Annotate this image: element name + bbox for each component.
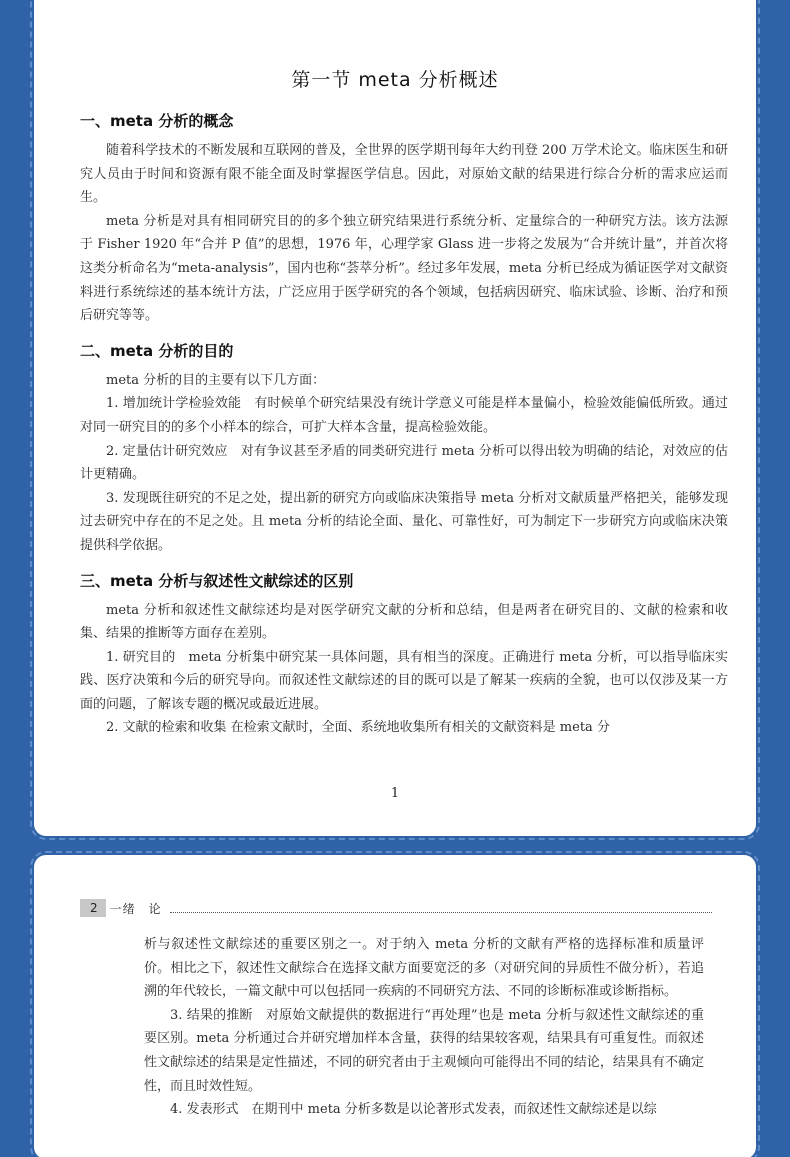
- header-chapter: 一绪 论: [109, 901, 162, 916]
- paragraph: 2. 文献的检索和收集 在检索文献时，全面、系统地收集所有相关的文献资料是 meta 分: [106, 720, 610, 736]
- page-two-body: [144, 933, 704, 1122]
- header-page-number: 2: [80, 899, 106, 917]
- page-one-body: [80, 110, 728, 740]
- heading-difference: 三、meta 分析与叙述性文献综述的区别: [80, 571, 354, 590]
- heading-purpose: 二、meta 分析的目的: [80, 341, 234, 360]
- paragraph: 3. 结果的推断 对原始文献提供的数据进行“再处理”也是 meta 分析与叙述性文献综述的重要区别。meta 分析通过合并研究增加样本含量，获得的结果较客观，结果具有可重复性。而叙述性文献综述的结果是定性描述，不同的研究者由于主观倾向可能得出不同的结论，结果具有不确定性，而且时效性短。: [144, 1007, 704, 1094]
- section-concept: [80, 110, 728, 328]
- paragraph: 3. 发现既往研究的不足之处，提出新的研究方向或临床决策指导 meta 分析对文献质量严格把关，能够发现过去研究中存在的不足之处。且 meta 分析的结论全面、量化、可靠性好，可为制定下一步研究方向或临床决策提供科学依据。: [80, 490, 728, 553]
- page-number: 1: [390, 786, 400, 801]
- header-dotted-rule: [170, 903, 712, 913]
- paragraph: 1. 增加统计学检验效能 有时候单个研究结果没有统计学意义可能是样本量偏小，检验效能偏低所致。通过对同一研究目的的多个小样本的综合，可扩大样本含量，提高检验效能。: [80, 396, 728, 435]
- page-two: [36, 857, 754, 1157]
- paragraph: 2. 定量估计研究效应 对有争议甚至矛盾的同类研究进行 meta 分析可以得出较为明确的结论，对效应的估计更精确。: [80, 443, 728, 483]
- paragraph: 4. 发表形式 在期刊中 meta 分析多数是以论著形式发表，而叙述性文献综述是以综: [170, 1102, 657, 1118]
- section-title: 第一节 meta 分析概述: [291, 69, 499, 91]
- section-purpose: [80, 340, 728, 558]
- heading-concept: 一、meta 分析的概念: [80, 112, 234, 130]
- paragraph: 1. 研究目的 meta 分析集中研究某一具体问题，具有相当的深度。正确进行 meta 分析，可以指导临床实践、医疗决策和今后的研究导向。而叙述性文献综述的目的既可以是了解某一疾病的全貌，也可以仅涉及某一方面的问题，了解该专题的概况或最近进展。: [80, 649, 728, 712]
- paragraph: meta 分析是对具有相同研究目的的多个独立研究结果进行系统分析、定量综合的一种研究方法。该方法源于 Fisher 1920 年“合并 P 值”的思想，1976 年，心理学家 Glass 进一步将之发展为“合并统计量”，并首次将这类分析命名为“meta-analysis”，国内也称“荟萃分析”。经过多年发展，meta 分析已经成为循证医学对文献资料进行系统综述的基本统计方法，广泛应用于医学研究的各个领域，包括病因研究、临床试验、诊断、治疗和预后研究等等。: [80, 213, 728, 324]
- paragraph: meta 分析和叙述性文献综述均是对医学研究文献的分析和总结，但是两者在研究目的、文献的检索和收集、结果的推断等方面存在差别。: [80, 602, 728, 642]
- page-one: [36, 0, 754, 834]
- paragraph: meta 分析的目的主要有以下几方面：: [106, 372, 326, 388]
- paragraph: 随着科学技术的不断发展和互联网的普及，全世界的医学期刊每年大约刊登 200 万学术论文。临床医生和研究人员由于时间和资源有限不能全面及时掌握医学信息。因此，对原始文献的结果进行综合分析的需求应运而生。: [80, 143, 728, 206]
- running-header: [80, 899, 712, 917]
- paragraph: 析与叙述性文献综述的重要区别之一。对于纳入 meta 分析的文献有严格的选择标准和质量评价。相比之下，叙述性文献综合在选择文献方面要宽泛的多（对研究间的异质性不做分析），若追溯的年代较长，一篇文献中可以包括同一疾病的不同研究方法、不同的诊断标准或诊断指标。: [144, 937, 704, 1000]
- section-difference: [80, 570, 728, 741]
